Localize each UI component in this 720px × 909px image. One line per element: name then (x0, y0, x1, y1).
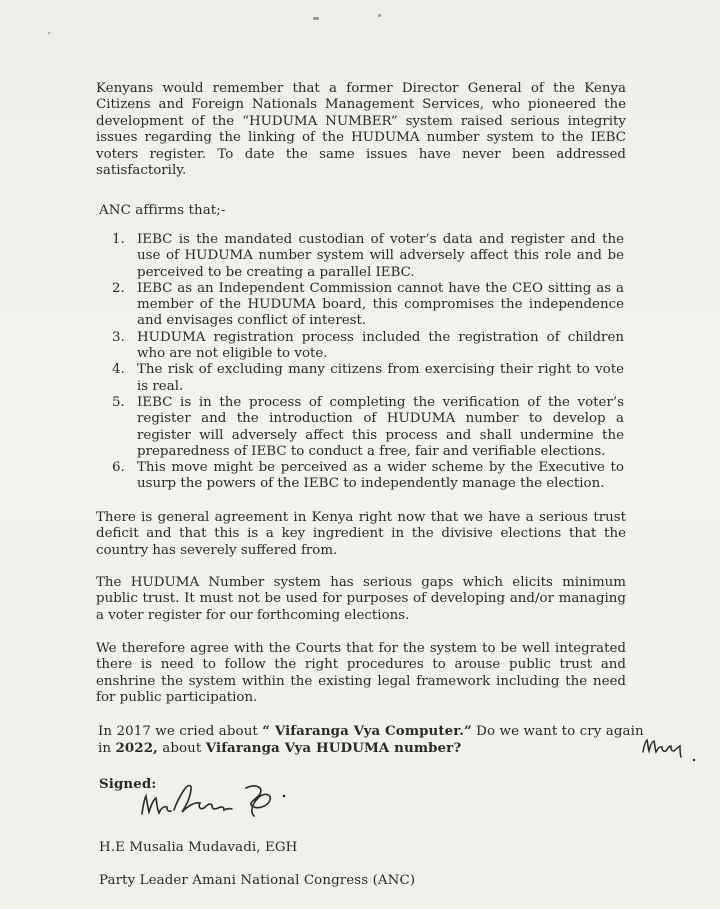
closing-line-1 (98, 723, 644, 740)
signatory-name: H.E Musalia Mudavadi, EGH (99, 840, 298, 855)
trust-paragraph: There is general agreement in Kenya right now that we have a serious trust deficit and that this is a key ingredient in the divisive elections that the country has severely suffered from. (96, 510, 626, 558)
closing-line-2 (98, 740, 461, 757)
closing-bold-text: “ Vifaranga Vya Computer.” (262, 723, 472, 739)
scan-speck (48, 32, 50, 34)
item-number: 6. (112, 460, 125, 476)
initials-signature (640, 730, 700, 766)
closing-text: Do we want to cry again (471, 724, 644, 739)
item-number: 4. (112, 362, 125, 378)
list-item (112, 460, 624, 493)
item-text: IEBC as an Independent Commission cannot have the CEO sitting as a member of the HUDUMA board, this compromises the independence and envisages conflict of interest. (137, 280, 624, 329)
item-text: This move might be perceived as a wider scheme by the Executive to usurp the powers of the IEBC to independently manage the election. (137, 460, 624, 492)
courts-paragraph: We therefore agree with the Courts that for the system to be well integrated there is need to follow the right procedures to arouse public trust and enshrine the system within the existing legal framework including the need for public participation. (96, 641, 626, 706)
affirmation-list (112, 232, 624, 493)
scan-speck (313, 17, 319, 20)
list-item (112, 395, 624, 460)
item-number: 3. (112, 329, 125, 345)
list-item (112, 330, 624, 363)
item-text: IEBC is in the process of completing the verification of the voter’s register and the introduction of HUDUMA number to develop a register will adversely affect this process and shall undermine the preparedness of IEBC to conduct a free, fair and verifiable elections. (137, 394, 624, 459)
item-text: HUDUMA registration process included the registration of children who are not eligible to vote. (137, 329, 624, 362)
closing-bold-year: 2022, (115, 740, 158, 756)
affirms-heading: ANC affirms that;- (99, 203, 226, 218)
handwritten-signature (134, 776, 304, 826)
closing-text: in (98, 741, 116, 756)
closing-text: In 2017 we cried about (98, 724, 263, 739)
closing-text: about (157, 741, 206, 756)
signatory-title: Party Leader Amani National Congress (ANC) (99, 873, 416, 888)
list-item (112, 281, 624, 330)
gaps-paragraph: The HUDUMA Number system has serious gaps which elicits minimum public trust. It must not be used for purposes of developing and/or managing a voter register for our forthcoming elections. (96, 575, 626, 623)
item-number: 1. (112, 232, 125, 247)
item-number: 5. (112, 394, 125, 410)
list-item (112, 232, 624, 281)
item-number: 2. (112, 280, 125, 296)
item-text: IEBC is the mandated custodian of voter’s data and register and the use of HUDUMA number system will adversely affect this role and be perceived to be creating a parallel IEBC. (137, 232, 624, 280)
signed-label: Signed: (99, 776, 157, 792)
closing-bold-text: Vifaranga Vya HUDUMA number? (205, 740, 462, 756)
scan-speck (378, 14, 381, 17)
list-item (112, 362, 624, 395)
item-text: The risk of excluding many citizens from exercising their right to vote is real. (137, 362, 624, 394)
intro-paragraph: Kenyans would remember that a former Director General of the Kenya Citizens and Foreign Nationals Management Services, who pioneered the development of the “HUDUMA NUMBER” system raised serious integrity issues regarding the linking of the HUDUMA number system to the IEBC voters register. To date the same issues have never been addressed satisfactorily. (96, 81, 626, 179)
